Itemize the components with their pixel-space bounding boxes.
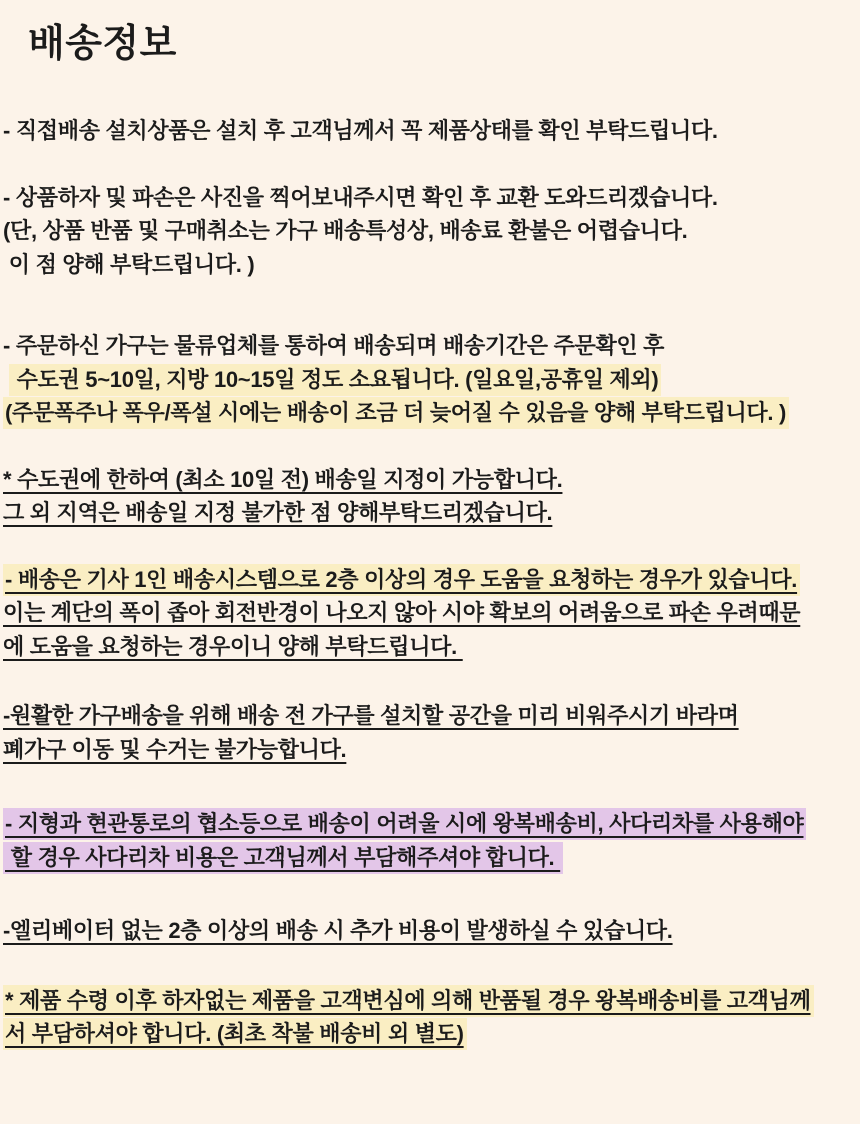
paragraph-1: [0, 114, 860, 148]
text-line: [0, 699, 860, 733]
text-line: [0, 463, 860, 497]
paragraph-3: [0, 329, 860, 430]
highlighted-text: 서 부담하셔야 합니다. (최초 착불 배송비 외 별도): [3, 1018, 467, 1050]
text: 그 외 지역은 배송일 지정 불가한 점 양해부탁드리겠습니다.: [3, 500, 553, 525]
text-line: [0, 496, 860, 530]
text: - 주문하신 가구는 물류업체를 통하여 배송되며 배송기간은 주문확인 후: [3, 333, 665, 358]
text-line: [0, 914, 860, 948]
text-line: [0, 248, 860, 282]
page-title: 배송정보: [28, 23, 177, 65]
text-line: [0, 733, 860, 767]
text: (단, 상품 반품 및 구매취소는 가구 배송특성상, 배송료 환불은 어렵습니다.: [3, 218, 688, 243]
highlighted-text: (주문폭주나 폭우/폭설 시에는 배송이 조금 더 늦어질 수 있음을 양해 부탁드립니다. ): [3, 397, 789, 429]
paragraph-7: [0, 807, 860, 874]
paragraph-4: [0, 463, 860, 530]
paragraph-2: [0, 181, 860, 282]
paragraphs: [0, 114, 860, 1051]
text-line: [0, 329, 860, 363]
text-line: [0, 114, 860, 148]
text: - 직접배송 설치상품은 설치 후 고객님께서 꼭 제품상태를 확인 부탁드립니다.: [3, 118, 718, 143]
text: -엘리베이터 없는 2층 이상의 배송 시 추가 비용이 발생하실 수 있습니다.: [3, 918, 673, 943]
text-line: [0, 363, 860, 397]
text-line: [0, 807, 860, 841]
highlighted-text: - 지형과 현관통로의 협소등으로 배송이 어려울 시에 왕복배송비, 사다리차를 사용해야: [3, 808, 806, 840]
text-line: [0, 841, 860, 875]
text-line: [0, 596, 860, 630]
text-line: [0, 563, 860, 597]
text: -원활한 가구배송을 위해 배송 전 가구를 설치할 공간을 미리 비워주시기 바라며: [3, 703, 739, 728]
text-line: [0, 1017, 860, 1051]
paragraph-5: [0, 563, 860, 664]
text: 이 점 양해 부탁드립니다. ): [3, 251, 255, 277]
highlighted-text: 할 경우 사다리차 비용은 고객님께서 부담해주셔야 합니다.: [3, 842, 563, 874]
text: 이는 계단의 폭이 좁아 회전반경이 나오지 않아 시야 확보의 어려움으로 파손 우려때문: [3, 600, 801, 625]
paragraph-8: [0, 914, 860, 948]
text-line: [0, 181, 860, 215]
text-line: [0, 630, 860, 664]
text: 폐가구 이동 및 수거는 불가능합니다.: [3, 736, 347, 762]
text-line: [0, 396, 860, 430]
text: 에 도움을 요청하는 경우이니 양해 부탁드립니다.: [3, 633, 463, 659]
text-line: [0, 214, 860, 248]
text-line: [0, 984, 860, 1018]
paragraph-9: [0, 984, 860, 1051]
text: * 수도권에 한하여 (최소 10일 전) 배송일 지정이 가능합니다.: [3, 466, 563, 492]
text: - 상품하자 및 파손은 사진을 찍어보내주시면 확인 후 교환 도와드리겠습니다.: [3, 184, 718, 210]
highlighted-text: 수도권 5~10일, 지방 10~15일 정도 소요됩니다. (일요일,공휴일 제외): [9, 364, 662, 396]
highlighted-text: - 배송은 기사 1인 배송시스템으로 2층 이상의 경우 도움을 요청하는 경우가 있습니다.: [3, 564, 800, 596]
delivery-info-document: [0, 24, 860, 1124]
paragraph-6: [0, 699, 860, 766]
highlighted-text: * 제품 수령 이후 하자없는 제품을 고객변심에 의해 반품될 경우 왕복배송비를 고객님께: [3, 985, 814, 1017]
